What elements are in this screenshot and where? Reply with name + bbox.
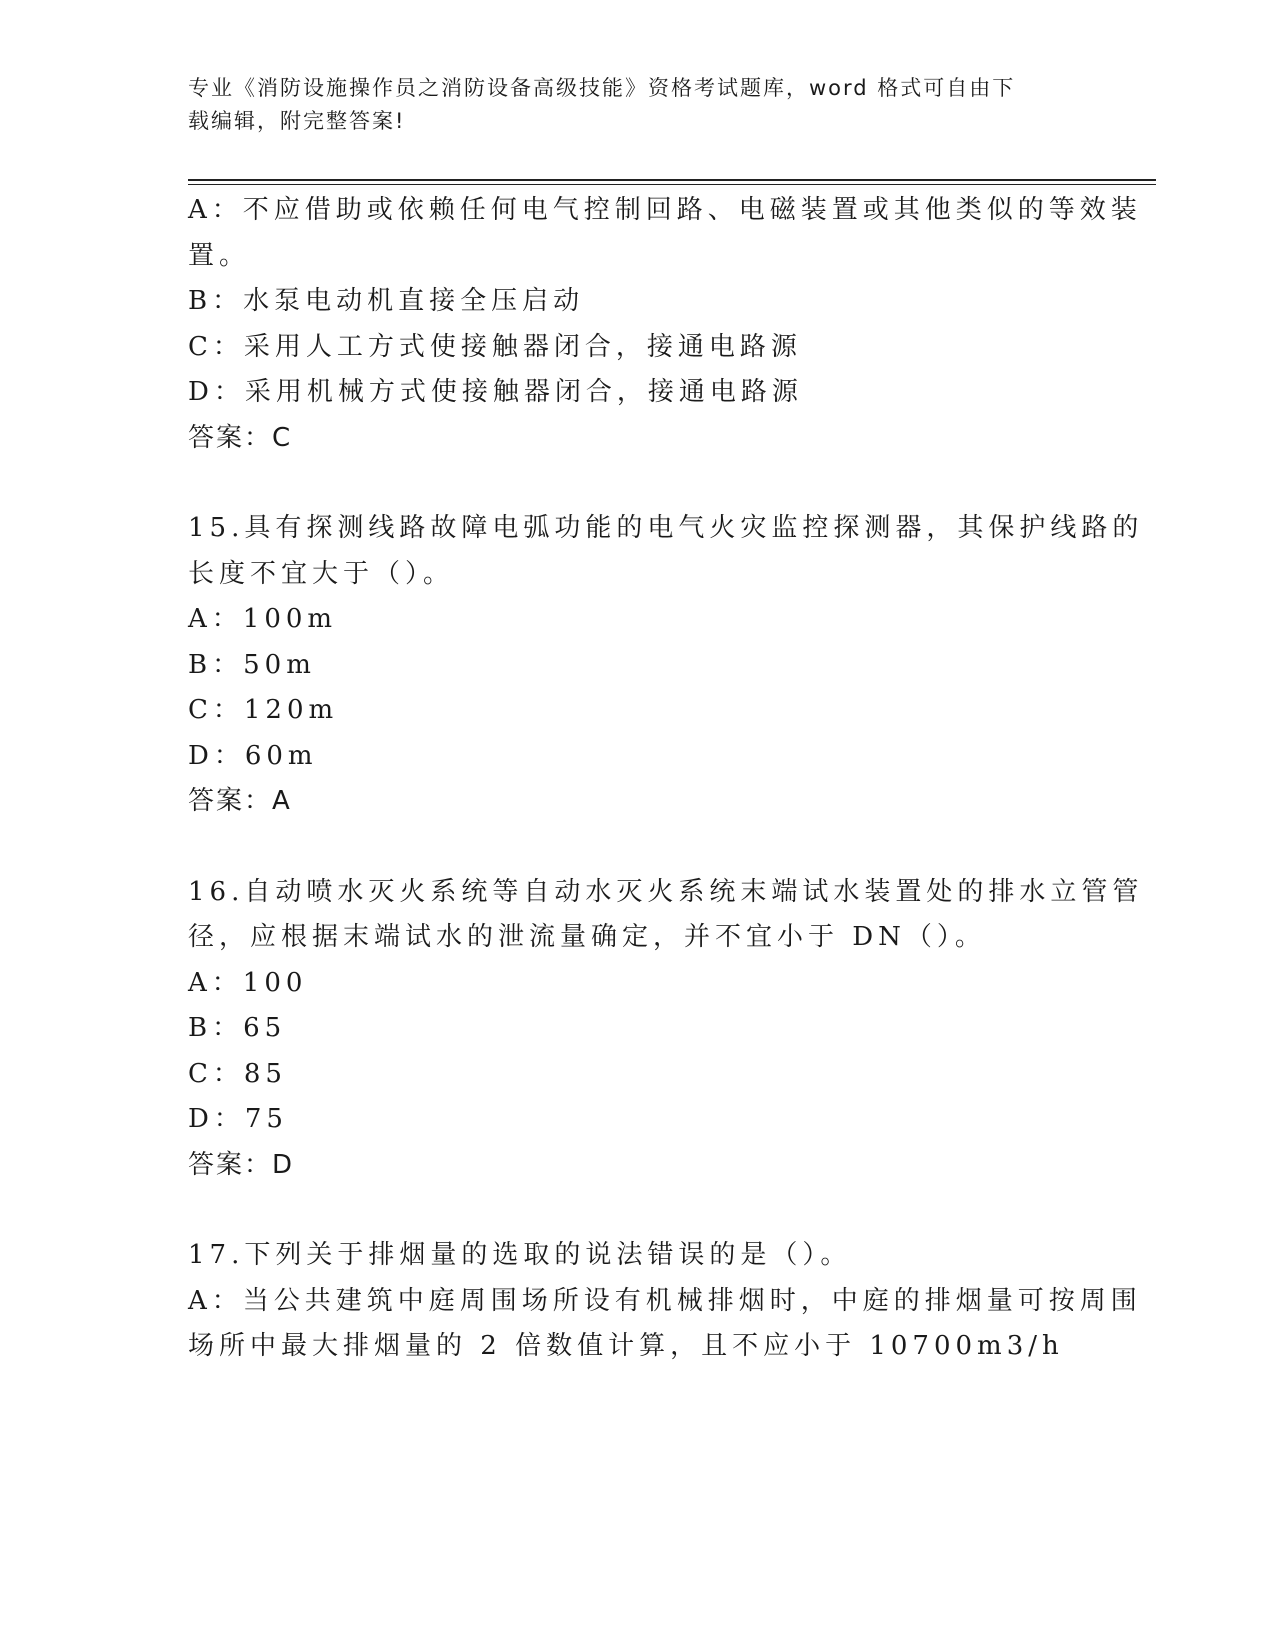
question-content (188, 188, 1144, 1370)
question-14-block (188, 188, 1142, 461)
q15-stem-line-2: 长度不宜大于（）。 (188, 558, 455, 589)
q16-stem-line-2: 径，应根据末端试水的泄流量确定，并不宜小于 DN（）。 (188, 922, 986, 952)
q15-option-d: D：60m (188, 740, 318, 771)
header-line-2: 载编辑，附完整答案! (188, 109, 406, 133)
q16-answer: 答案：D (188, 1149, 295, 1180)
spacer (188, 1188, 1088, 1233)
q14-option-a-line-2: 置。 (188, 240, 251, 271)
header-divider-thin (188, 184, 1156, 185)
q14-answer: 答案：C (188, 422, 293, 453)
q14-option-a-line-1: A：不应借助或依赖任何电气控制回路、电磁装置或其他类似的等效装 (188, 195, 1142, 225)
q17-option-a-line-2: 场所中最大排烟量的 2 倍数值计算，且不应小于 10700m3/h (188, 1331, 1064, 1361)
header-divider-thick (188, 179, 1156, 181)
question-15-block (188, 506, 1144, 825)
q15-stem-line-1: 15.具有探测线路故障电弧功能的电气火灾监控探测器，其保护线路的 (188, 513, 1144, 543)
q16-option-a: A：100 (188, 967, 308, 998)
question-17-block (188, 1233, 1142, 1370)
q17-option-a-line-1: A：当公共建筑中庭周围场所设有机械排烟时，中庭的排烟量可按周围 (188, 1285, 1142, 1316)
q16-option-b: B：65 (188, 1013, 287, 1043)
q15-option-b: B：50m (188, 649, 316, 680)
q14-option-c: C：采用人工方式使接触器闭合，接通电路源 (188, 331, 802, 362)
q16-option-d: D：75 (188, 1104, 288, 1134)
q14-option-d: D：采用机械方式使接触器闭合，接通电路源 (188, 377, 803, 407)
q16-option-c: C：85 (188, 1058, 287, 1089)
q15-option-c: C：120m (188, 695, 339, 725)
header-line-1: 专业《消防设施操作员之消防设备高级技能》资格考试题库，word 格式可自由下 (188, 76, 1016, 100)
spacer (188, 461, 1088, 506)
q15-option-a: A：100m (188, 604, 338, 634)
q16-stem-line-1: 16.自动喷水灭火系统等自动水灭火系统末端试水装置处的排水立管管 (188, 876, 1144, 907)
document-header (188, 72, 1068, 138)
question-16-block (188, 870, 1144, 1189)
q14-option-b: B：水泵电动机直接全压启动 (188, 286, 585, 316)
q15-answer: 答案：A (188, 786, 292, 816)
q17-stem-line-1: 17.下列关于排烟量的选取的说法错误的是（）。 (188, 1240, 852, 1270)
spacer (188, 825, 1088, 870)
